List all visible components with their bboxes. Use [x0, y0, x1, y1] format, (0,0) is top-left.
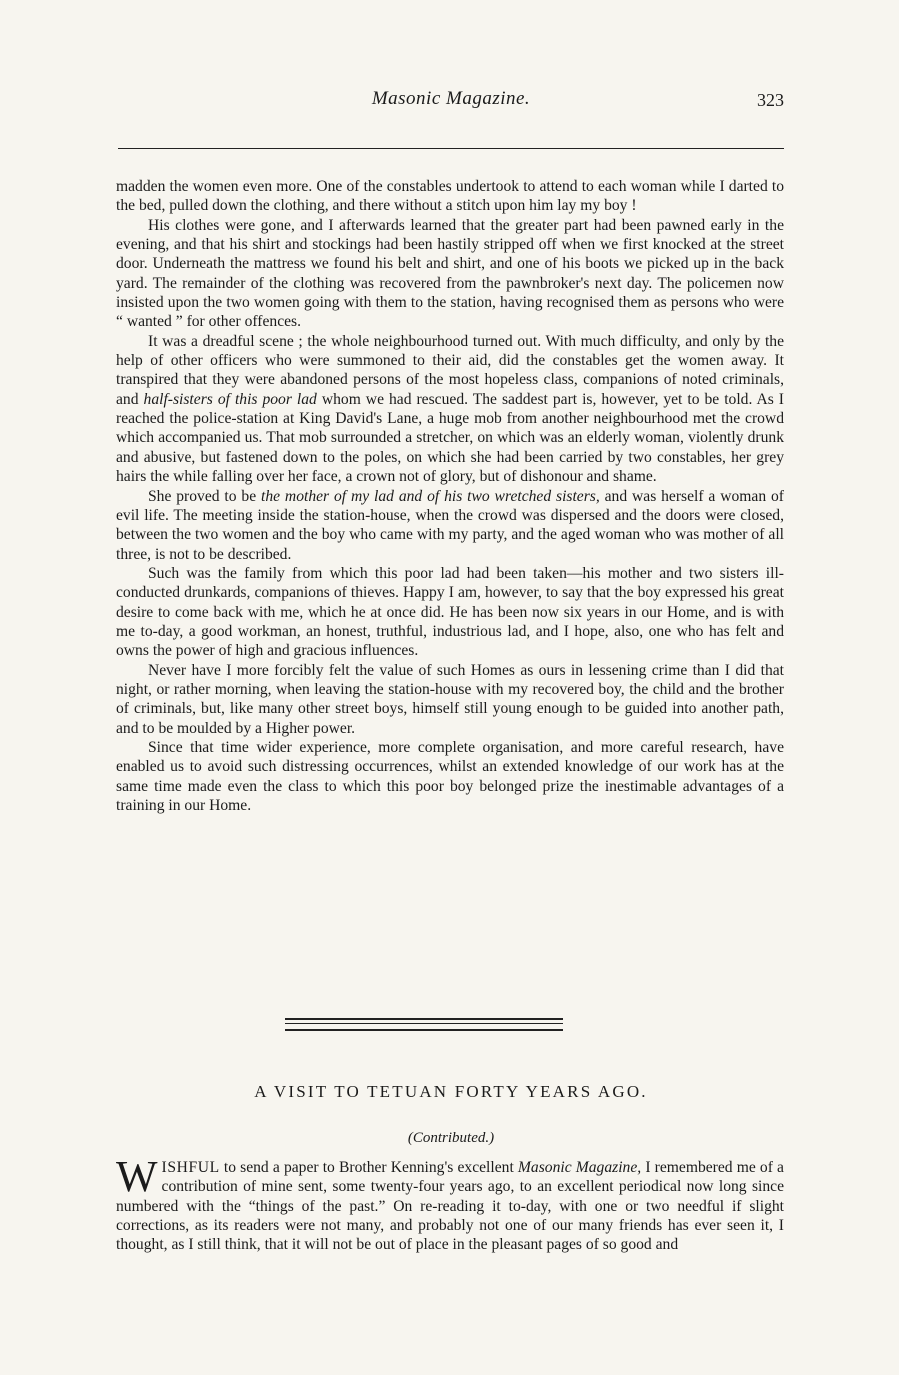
body-text [116, 177, 784, 815]
text-run: I remembered me of a contribution of mine sent, some twenty-four years ago, to an excellent periodical now long since numbered with the “things of the past.” On re-reading it to-day, with one or two needful if slight corrections, as its readers were not many, and probably not one of our many friends has ever seen it, I thought, as I still think, that it will not be out of place in the pleasant pages of so good and [116, 1159, 784, 1254]
text-run: madden the women even more. One of the constables undertook to attend to each woman while I darted to the bed, pulled down the clothing, and there without a stitch upon him lay my boy ! [116, 178, 784, 215]
lead-caps: ISHFUL [161, 1159, 220, 1176]
article-paragraph [116, 1152, 784, 1255]
article-title: A VISIT TO TETUAN FORTY YEARS AGO. [254, 1082, 648, 1101]
header-rule [118, 148, 784, 149]
text-run: Such was the family from which this poor lad had been taken—his mother and two sisters ill-conducted drunkards, companions of thieves. Happy I am, however, to say that the boy expressed his great desire to come back with me, which he at once did. He has been now six years in our Home, and is with me to-day, a good workman, an honest, truthful, industrious lad, and I hope, also, one who has felt and owns the power of high and gracious influences. [116, 564, 784, 660]
page-number: 323 [757, 90, 784, 110]
paragraph [116, 332, 784, 487]
paragraph [116, 661, 784, 738]
paragraph [116, 738, 784, 815]
text-run: and was herself a woman of evil life. The meeting inside the station-house, when the crowd was dispersed and the doors were closed, between the two women and the boy who came with my party, and the aged woman who was mother of all three, is not to be described. [116, 487, 784, 563]
section-divider-ornament [285, 1018, 563, 1031]
text-run: to send a paper to Brother Kenning's excellent [219, 1159, 518, 1176]
paragraph [116, 177, 784, 216]
drop-cap: W [116, 1152, 158, 1201]
text-run: She proved to be [148, 487, 262, 505]
italic-text: half-sisters of this poor lad [143, 390, 317, 408]
text-run: whom we had rescued. The saddest part is, however, yet to be told. As I reached the police-station at King David's Lane, a huge mob from another neighbourhood met the crowd which accompanied us. That mob surrounded a stretcher, on which was an elderly woman, violently drunk and abusive, but fastened down to the poles, on which she had been carried by two constables, her grey hairs the while falling over her face, a crown not of glory, but of dishonour and shame. [116, 390, 785, 486]
page-header [118, 84, 784, 124]
paragraph [116, 487, 784, 564]
article-byline: (Contributed.) [407, 1130, 495, 1146]
article-text [116, 1152, 784, 1255]
text-run: Never have I more forcibly felt the value of such Homes as ours in lessening crime than I did that night, or rather morning, when leaving the station-house with my recovered boy, the child and the brother of criminals, but, like many other street boys, himself still young enough to be guided into another path, and to be moulded by a Higher power. [116, 661, 784, 737]
text-run: It was a dreadful scene ; the whole neighbourhood turned out. With much difficulty, and only by the help of other officers who were summoned to their aid, did the constables get the women away. It transpired that they were abandoned persons of the most hopeless class, companions of noted criminals, and [116, 332, 784, 408]
running-title: Masonic Magazine. [371, 88, 531, 109]
paragraph [116, 216, 784, 332]
text-run: His clothes were gone, and I afterwards learned that the greater part had been pawned early in the evening, and that his shirt and stockings had been hastily stripped off when we first knocked at the street door. Underneath the mattress we found his belt and shirt, and one of his boots we picked up in the back yard. The remainder of the clothing was recovered from the pawnbroker's next day. The policemen now insisted upon the two women going with them to the station, having recognised them as persons who were “ wanted ” for other offences. [116, 216, 784, 331]
paragraph [116, 564, 784, 661]
italic-text: Masonic Magazine, [517, 1159, 642, 1176]
italic-text: the mother of my lad and of his two wretched sisters, [261, 487, 600, 505]
text-run: Since that time wider experience, more complete organisation, and more careful research, have enabled us to avoid such distressing occurrences, whilst an extended knowledge of our work has at the same time made even the class to which this poor boy belonged prize the inestimable advantages of a training in our Home. [116, 738, 784, 814]
